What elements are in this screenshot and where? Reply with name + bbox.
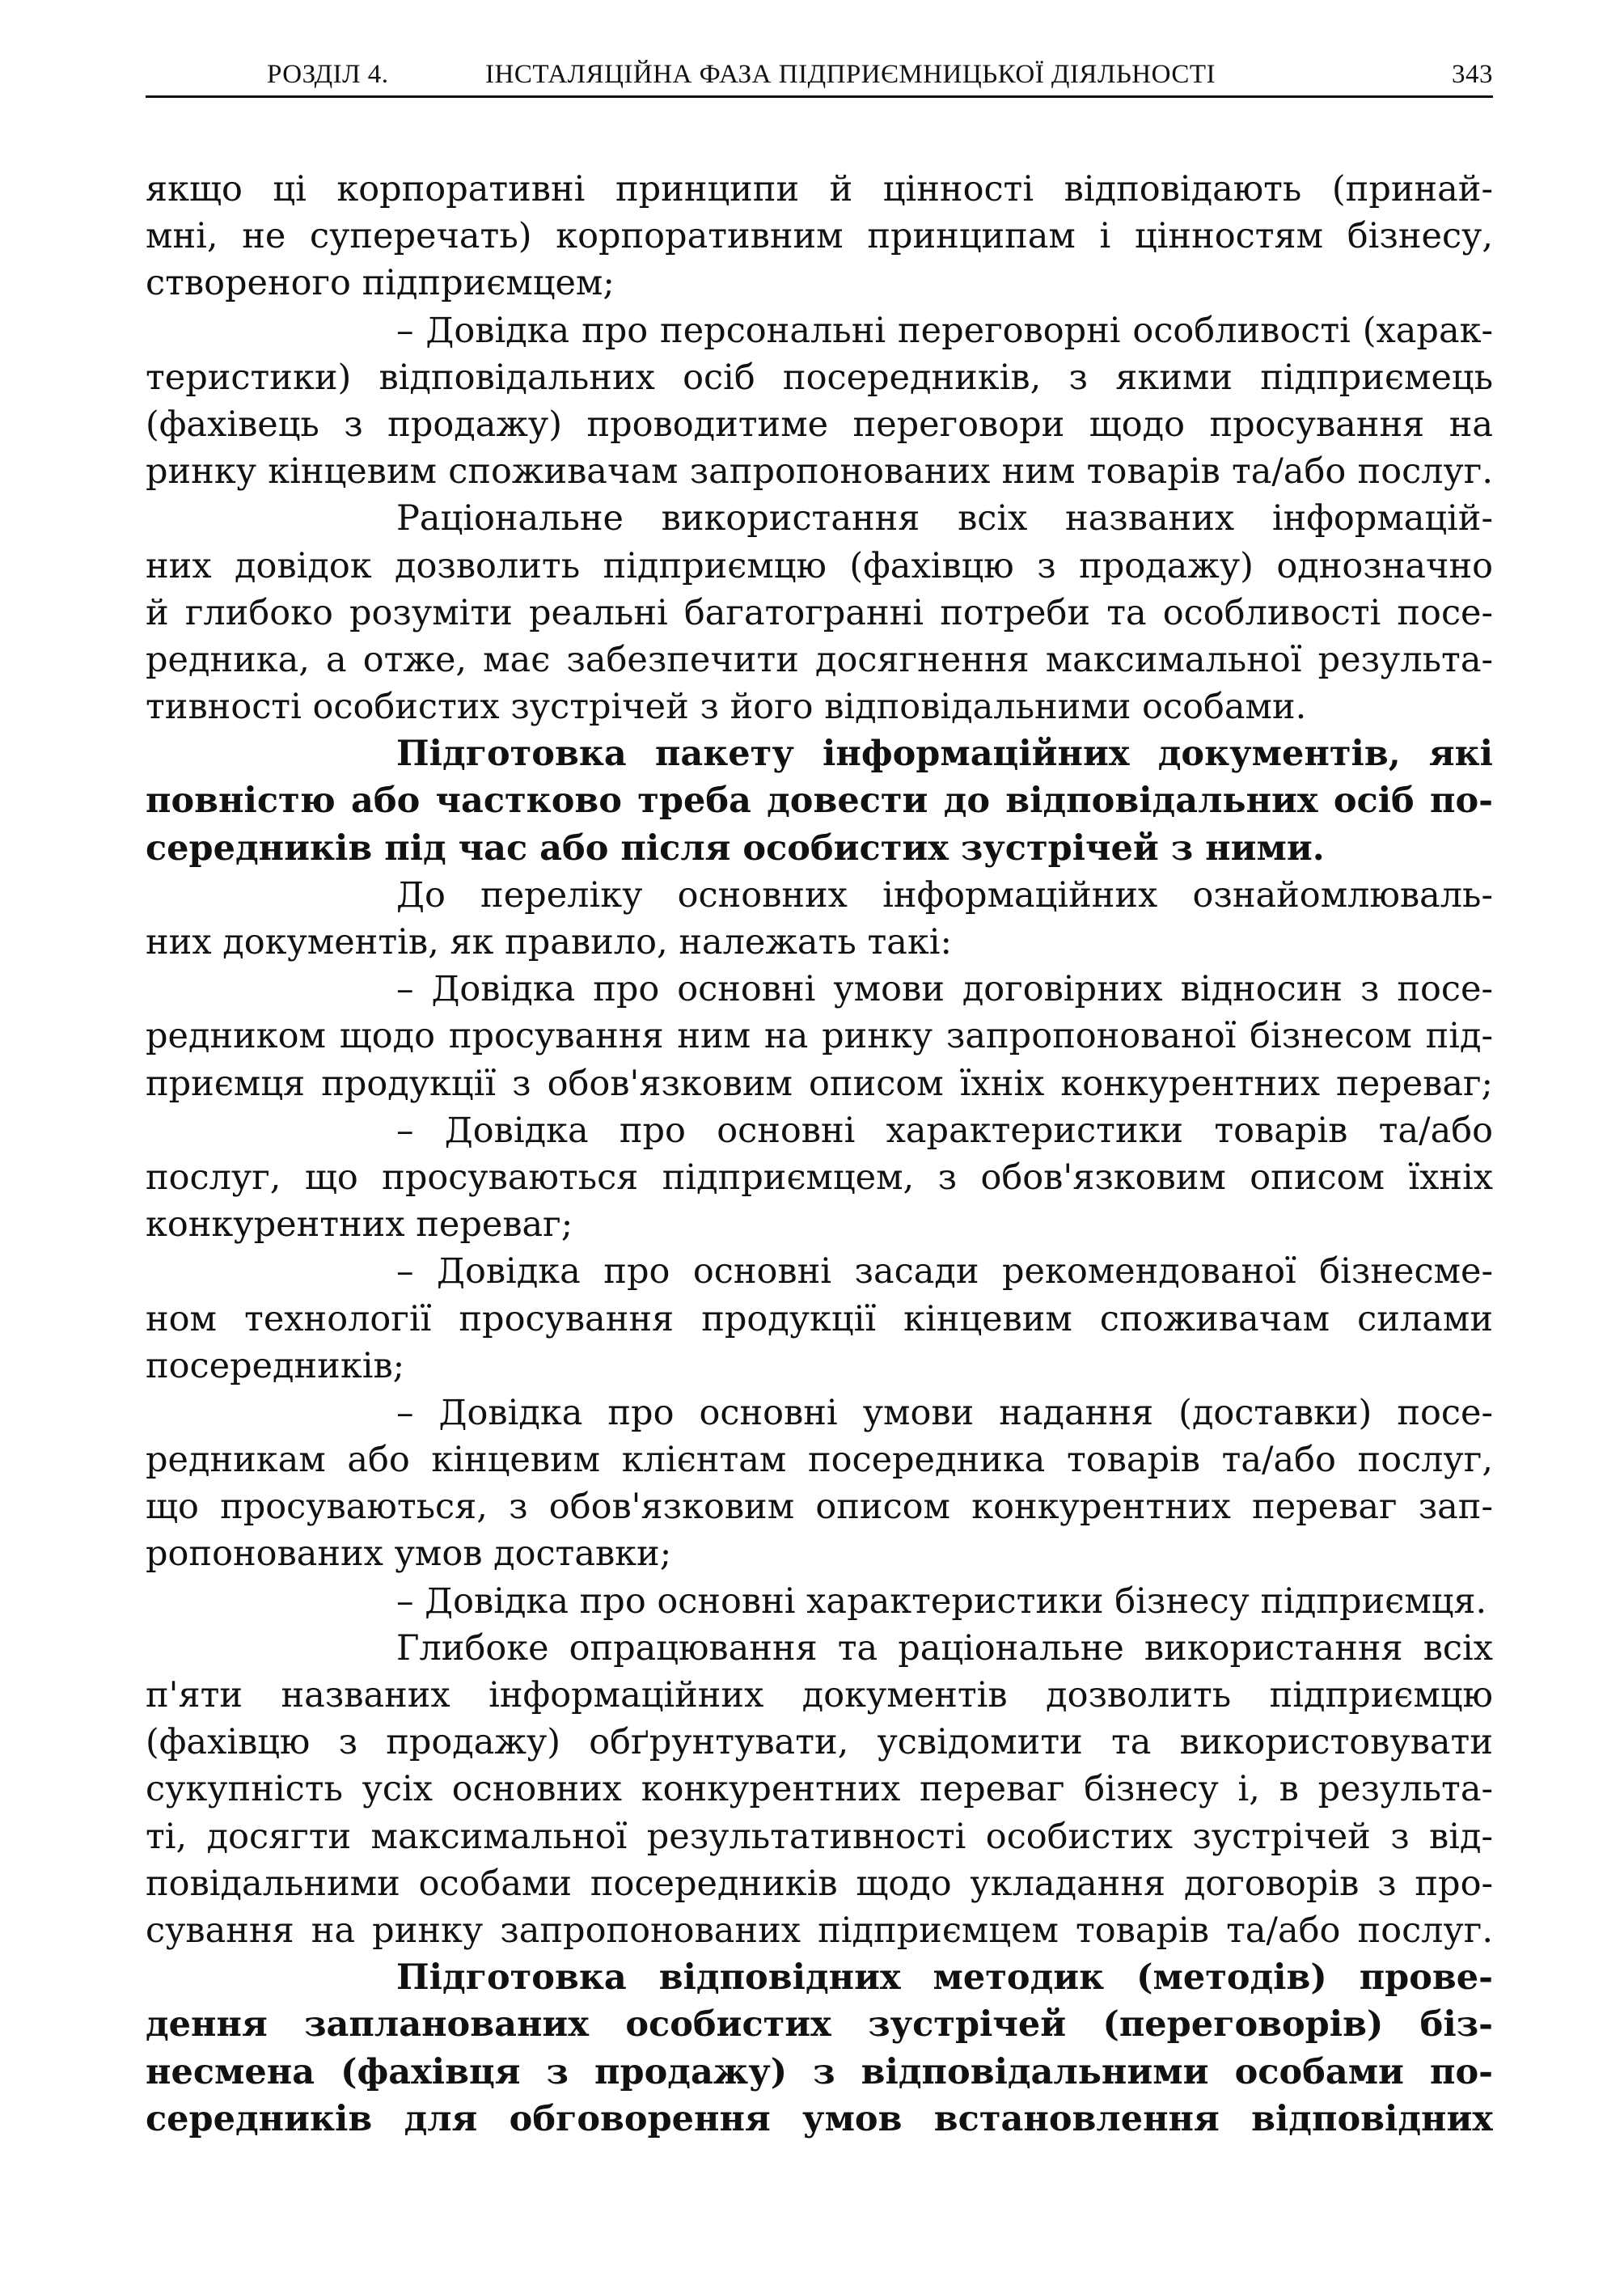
text-line: ропонованих умов доставки; — [146, 1534, 672, 1575]
text-line: створеного підприємцем; — [146, 263, 615, 304]
text-line: ті, досягти максимальної результативності особистих зустрічей з від- — [146, 1816, 1493, 1857]
text-line: редникам або кінцевим клієнтам посередника товарів та/або послуг, — [146, 1440, 1493, 1481]
heading-line: середників для обговорення умов встановлення відповідних — [146, 2098, 1493, 2139]
text-line: Глибоке опрацювання та раціональне використання всіх — [396, 1627, 1493, 1669]
text-line: теристики) відповідальних осіб посередників, з якими підприємець — [146, 357, 1493, 398]
header-chapter: РОЗДІЛ 4. — [267, 60, 389, 89]
text-line: сування на ринку запропонованих підприємцем товарів та/або послуг. — [146, 1910, 1493, 1951]
text-line: приємця продукції з обов'язковим описом їхніх конкурентних переваг; — [146, 1063, 1493, 1104]
text-line: ринку кінцевим споживачам запропонованих ним товарів та/або послуг. — [146, 451, 1493, 493]
heading-line: середників під час або після особистих зустрічей з ними. — [146, 827, 1325, 869]
text-line: що просуваються, з обов'язковим описом конкурентних переваг зап- — [146, 1487, 1493, 1528]
text-line: редника, а отже, має забезпечити досягнення максимальної результа- — [146, 639, 1493, 680]
heading-line: дення запланованих особистих зустрічей (переговорів) біз- — [146, 2004, 1493, 2046]
text-line: – Довідка про основні засади рекомендованої бізнесме- — [396, 1251, 1493, 1292]
text-line: – Довідка про персональні переговорні особливості (харак- — [396, 310, 1493, 351]
text-line: – Довідка про основні характеристики бізнесу підприємця. — [396, 1580, 1487, 1622]
header-title: ІНСТАЛЯЦІЙНА ФАЗА ПІДПРИЄМНИЦЬКОЇ ДІЯЛЬНОСТІ — [485, 60, 1216, 89]
text-line: – Довідка про основні характеристики товарів та/або — [396, 1110, 1493, 1151]
text-line: конкурентних переваг; — [146, 1204, 573, 1246]
text-line: – Довідка про основні умови надання (доставки) посе- — [396, 1392, 1493, 1433]
text-line: посередників; — [146, 1345, 405, 1386]
page-number: 343 — [1452, 60, 1493, 89]
heading-line: повністю або частково треба довести до відповідальних осіб по- — [146, 781, 1493, 822]
text-line: мні, не суперечать) корпоративним принципам і цінностям бізнесу, — [146, 216, 1493, 257]
text-line: повідальними особами посередників щодо укладання договорів з про- — [146, 1863, 1493, 1904]
body-text — [146, 166, 1493, 2143]
text-line: них довідок дозволить підприємцю (фахівцю з продажу) однозначно — [146, 545, 1493, 586]
text-line: – Довідка про основні умови договірних відносин з посе- — [396, 969, 1493, 1010]
heading-line: Підготовка пакету інформаційних документів, які — [396, 734, 1493, 775]
text-line: Раціональне використання всіх названих інформацій- — [396, 498, 1493, 539]
text-line: тивності особистих зустрічей з його відповідальними особами. — [146, 687, 1307, 728]
heading-line: несмена (фахівця з продажу) з відповідальними особами по- — [146, 2051, 1493, 2092]
text-line: редником щодо просування ним на ринку запропонованої бізнесом під- — [146, 1016, 1493, 1057]
text-line: До переліку основних інформаційних ознайомлюваль- — [396, 874, 1493, 916]
text-line: послуг, що просуваються підприємцем, з обов'язковим описом їхніх — [146, 1157, 1493, 1198]
text-line: якщо ці корпоративні принципи й цінності відповідають (принай- — [146, 169, 1493, 209]
heading-line: Підготовка відповідних методик (методів) прове- — [396, 1957, 1493, 1999]
text-line: сукупність усіх основних конкурентних переваг бізнесу і, в результа- — [146, 1769, 1493, 1810]
text-line: й глибоко розуміти реальні багатогранні потреби та особливості посе- — [146, 592, 1493, 633]
text-line: ном технології просування продукції кінцевим споживачам силами — [146, 1298, 1493, 1339]
running-header — [146, 53, 1493, 98]
text-line: (фахівцю з продажу) обґрунтувати, усвідомити та використовувати — [146, 1722, 1493, 1763]
text-line: них документів, як правило, належать такі: — [146, 922, 952, 962]
text-line: п'яти названих інформаційних документів дозволить підприємцю — [146, 1675, 1493, 1716]
text-line: (фахівець з продажу) проводитиме переговори щодо просування на — [146, 404, 1493, 445]
